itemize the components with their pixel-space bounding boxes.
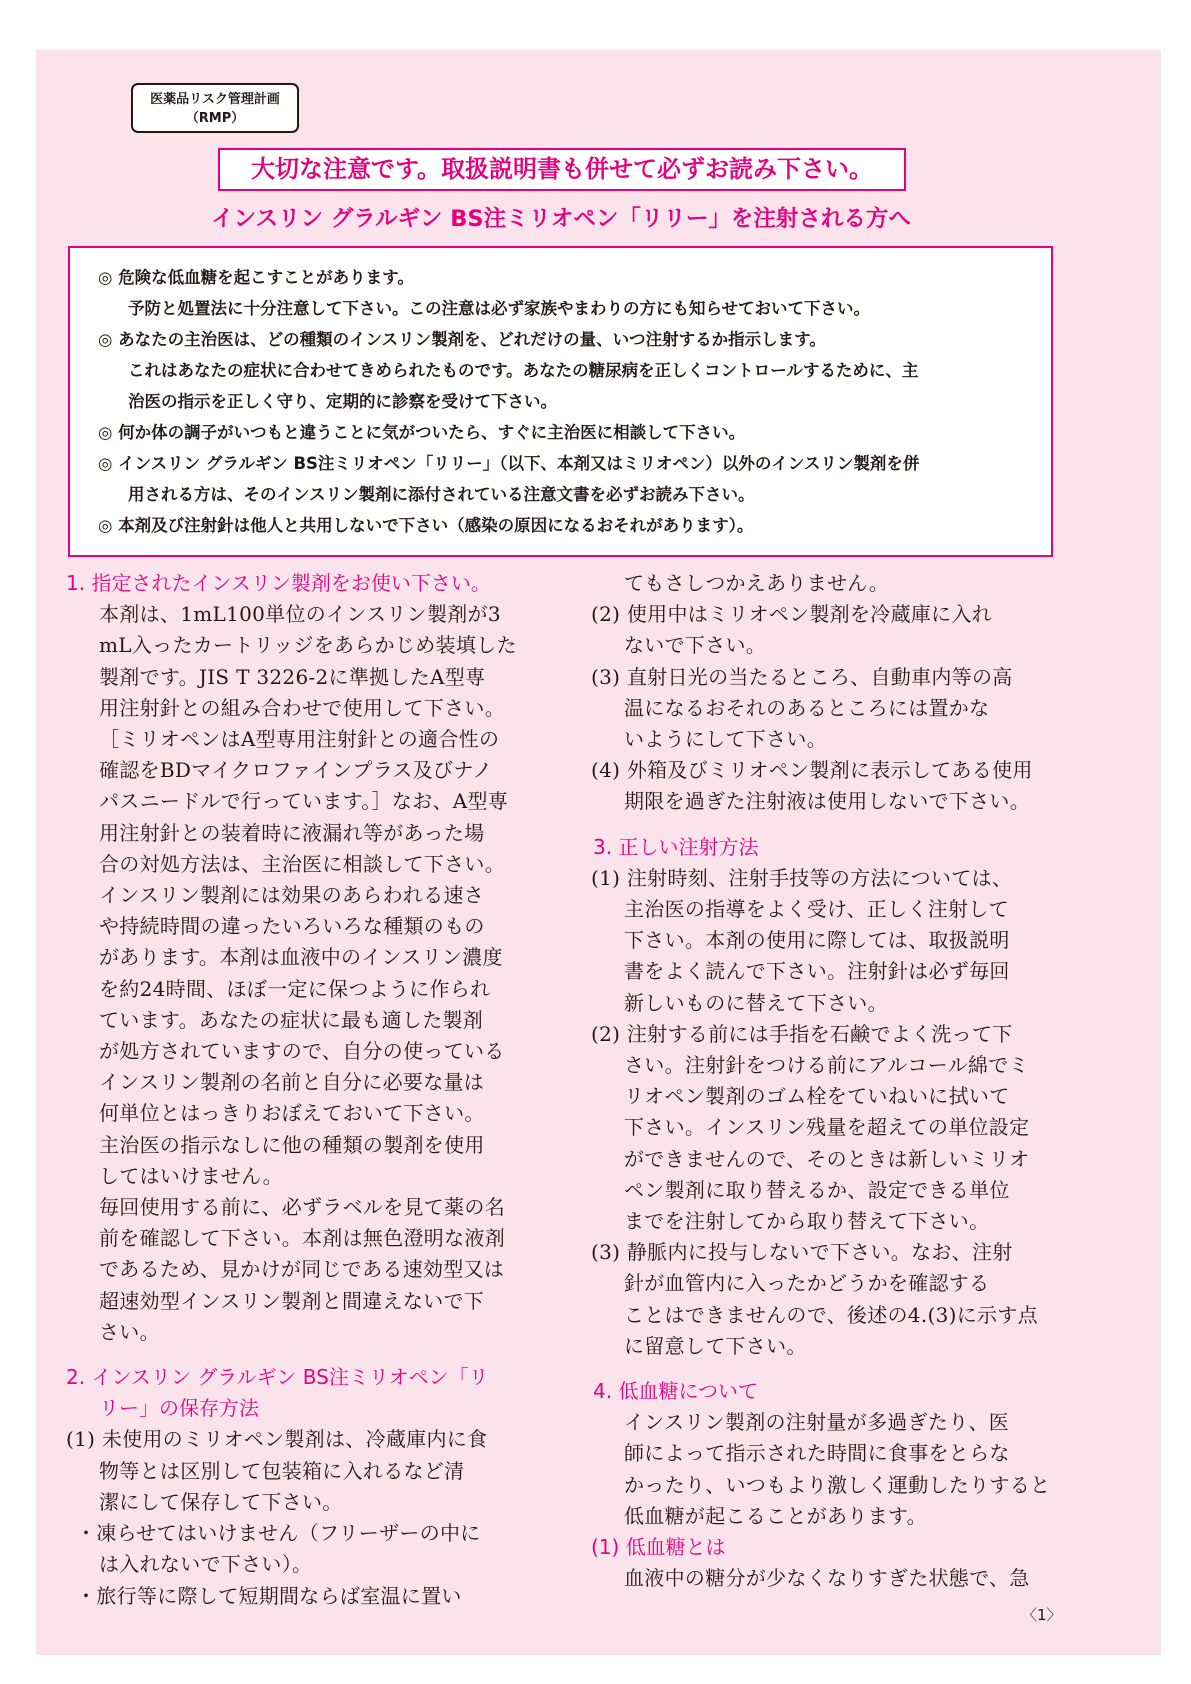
body-line: 血液中の糖分が少なくなりすぎた状態で、急	[624, 1566, 1030, 1591]
body-line: 本剤は、1mL100単位のインスリン製剤が3	[99, 602, 501, 627]
section-heading-1: 1. 指定されたインスリン製剤をお使い下さい。	[66, 571, 491, 595]
body-line: インスリン製剤には効果のあらわれる速さ	[99, 883, 485, 908]
body-line: までを注射してから取り替えて下さい。	[624, 1209, 990, 1234]
warning-line: ◎ 何か体の調子がいつもと違うことに気がついたら、すぐに主治医に相談して下さい。	[98, 423, 746, 442]
rmp-label-box	[131, 83, 299, 133]
body-line: であるため、見かけが同じである速効型又は	[99, 1257, 505, 1282]
body-line: 超速効型インスリン製剤と間違えないで下	[99, 1288, 485, 1313]
body-line: インスリン製剤の注射量が多過ぎたり、医	[624, 1410, 1010, 1435]
body-line: (1) 未使用のミリオペン製剤は、冷蔵庫内に食	[66, 1427, 488, 1452]
body-line: ことはできませんので、後述の4.(3)に示す点	[624, 1302, 1038, 1327]
body-line: してはいけません。	[99, 1163, 283, 1188]
section-heading-3: 3. 正しい注射方法	[593, 834, 759, 859]
body-line: 温になるおそれのあるところには置かな	[624, 695, 990, 720]
body-line: (3) 直射日光の当たるところ、自動車内等の高	[591, 664, 1013, 689]
body-line: 合の対処方法は、主治医に相談して下さい。	[99, 851, 505, 876]
body-line: てもさしつかえありません。	[624, 571, 890, 595]
body-line: (3) 静脈内に投与しないで下さい。なお、注射	[591, 1240, 1013, 1265]
body-line: 下さい。本剤の使用に際しては、取扱説明	[624, 928, 1010, 953]
body-line: インスリン製剤の名前と自分に必要な量は	[99, 1070, 485, 1095]
body-line: さい。注射針をつける前にアルコール綿でミ	[624, 1053, 1029, 1078]
body-line: が処方されていますので、自分の使っている	[99, 1039, 505, 1064]
section-heading-4: 4. 低血糖について	[593, 1379, 759, 1404]
subsection-heading-4-1: (1) 低血糖とは	[591, 1535, 726, 1560]
warning-line: 予防と処置法に十分注意して下さい。この注意は必ず家族やまわりの方にも知らせておいて下さい。	[128, 299, 871, 318]
left-column	[66, 568, 566, 1612]
body-line: リオペン製剤のゴム栓をていねいに拭いて	[624, 1084, 1010, 1109]
warning-line: これはあなたの症状に合わせてきめられたものです。あなたの糖尿病を正しくコントロールするために、主	[128, 361, 919, 380]
body-line: (1) 注射時刻、注射手技等の方法については、	[591, 865, 1013, 890]
bullet-line: ・凍らせてはいけません（フリーザーの中に	[76, 1521, 481, 1546]
body-line: や持続時間の違ったいろいろな種類のもの	[99, 914, 485, 939]
body-line: (2) 使用中はミリオペン製剤を冷蔵庫に入れ	[591, 602, 993, 627]
body-line: ています。あなたの症状に最も適した製剤	[99, 1007, 484, 1032]
body-line: 低血糖が起こることがあります。	[624, 1503, 927, 1528]
body-line: 確認をBDマイクロファインプラス及びナノ	[99, 758, 493, 783]
body-line: 何単位とはっきりおぼえておいて下さい。	[99, 1101, 485, 1126]
body-line: 新しいものに替えて下さい。	[624, 990, 888, 1015]
body-line: パスニードルで行っています。］なお、A型専	[99, 789, 509, 814]
bullet-line: ・旅行等に際して短期間ならば室温に置い	[76, 1583, 462, 1608]
body-line: に留意して下さい。	[624, 1333, 807, 1358]
document-subtitle: インスリン グラルギン BS注ミリオペン「リリー」を注射される方へ	[211, 206, 911, 232]
body-line: 期限を過ぎた注射液は使用しないで下さい。	[624, 789, 1030, 814]
body-line: 用注射針との装着時に液漏れ等があった場	[99, 820, 485, 845]
body-line: 製剤です。JIS T 3226-2に準拠したA型専	[99, 664, 486, 689]
body-line: 下さい。インスリン残量を超えての単位設定	[624, 1115, 1030, 1140]
body-line: があります。本剤は血液中のインスリン濃度	[99, 945, 503, 970]
warning-line: ◎ 本剤及び注射針は他人と共用しないで下さい（感染の原因になるおそれがあります）。	[98, 516, 754, 535]
warning-line: ◎ 危険な低血糖を起こすことがあります。	[98, 268, 414, 287]
rmp-label-line2: （RMP）	[185, 111, 245, 126]
body-line: 用注射針との組み合わせで使用して下さい。	[99, 695, 505, 720]
rmp-label-line1: 医薬品リスク管理計画	[150, 92, 280, 107]
body-line: mL入ったカートリッジをあらかじめ装填した	[99, 633, 517, 658]
page-background	[36, 50, 1161, 1655]
body-line: 針が血管内に入ったかどうかを確認する	[624, 1271, 990, 1296]
right-column	[591, 568, 1101, 1595]
body-line: 物等とは区別して包装箱に入れるなど清	[99, 1458, 465, 1483]
body-line: を約24時間、ほぼ一定に保つように作られ	[99, 976, 491, 1001]
body-line: 毎回使用する前に、必ずラベルを見て薬の名	[99, 1195, 505, 1220]
body-line: ［ミリオペンはA型専用注射針との適合性の	[99, 727, 500, 752]
warning-line: ◎ インスリン グラルギン BS注ミリオペン「リリー」（以下、本剤又はミリオペン）以外のインスリン製剤を併	[98, 454, 920, 473]
body-line: ないで下さい。	[624, 633, 767, 658]
body-line: 主治医の指示なしに他の種類の製剤を使用	[99, 1132, 485, 1157]
body-line: さい。	[99, 1319, 160, 1344]
body-line: ができませんので、そのときは新しいミリオ	[624, 1146, 1030, 1171]
section-heading-2-cont: リー」の保存方法	[99, 1396, 259, 1421]
body-line: は入れないで下さい）。	[99, 1552, 313, 1577]
section-heading-2: 2. インスリン グラルギン BS注ミリオペン「リ	[66, 1365, 489, 1390]
body-line: (2) 注射する前には手指を石鹸でよく洗って下	[591, 1021, 1013, 1046]
body-line: 主治医の指導をよく受け、正しく注射して	[624, 897, 1009, 922]
body-line: 潔にして保存して下さい。	[99, 1489, 343, 1514]
warning-line: 用される方は、そのインスリン製剤に添付されている注意文書を必ずお読み下さい。	[128, 485, 755, 504]
warning-line: ◎ あなたの主治医は、どの種類のインスリン製剤を、どれだけの量、いつ注射するか指示します。	[98, 330, 826, 349]
body-line: いようにして下さい。	[624, 727, 827, 752]
body-line: 師によって指示された時間に食事をとらな	[624, 1441, 1010, 1466]
body-line: 書をよく読んで下さい。注射針は必ず毎回	[624, 959, 1010, 984]
body-line: ペン製剤に取り替えるか、設定できる単位	[624, 1177, 1010, 1202]
warning-box	[68, 246, 1053, 557]
body-line: 前を確認して下さい。本剤は無色澄明な液剤	[99, 1226, 505, 1251]
body-line: かったり、いつもより激しく運動したりすると	[624, 1472, 1051, 1497]
important-notice: 大切な注意です。取扱説明書も併せて必ずお読み下さい。	[218, 148, 906, 191]
warning-line: 治医の指示を正しく守り、定期的に診察を受けて下さい。	[128, 392, 557, 411]
body-line: (4) 外箱及びミリオペン製剤に表示してある使用	[591, 758, 1033, 783]
page-number: 〈1〉	[1022, 1606, 1062, 1624]
